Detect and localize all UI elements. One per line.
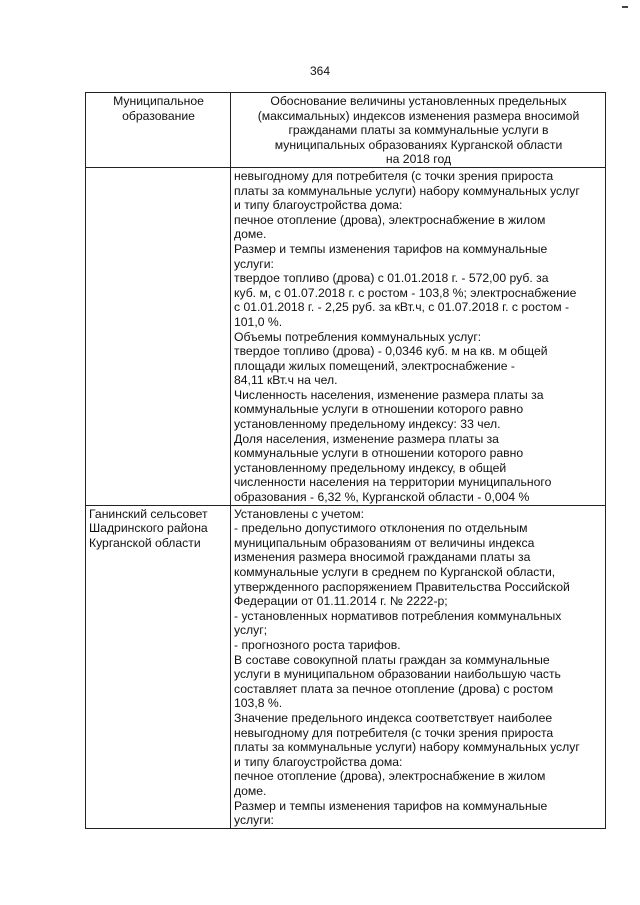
text-line: Значение предельного индекса соответствует наиболее: [234, 710, 553, 725]
text-line: составляет плата за печное отопление (дрова) с ростом: [234, 681, 554, 696]
text-line: установленному предельному индексу, в общей: [234, 460, 507, 475]
text-line: куб. м, с 01.07.2018 г. с ростом - 103,8 %; электроснабжение: [234, 285, 577, 300]
text-line: 101,0 %.: [234, 314, 283, 329]
text-line: невыгодному для потребителя (с точки зрения прироста: [234, 725, 554, 740]
text-line: услуги в муниципальном образовании наибольшую часть: [234, 667, 561, 682]
text-line: установленному предельному индексу: 33 чел.: [234, 417, 501, 432]
text-line: Курганской области: [89, 535, 201, 550]
text-line: доме.: [234, 227, 267, 242]
text-line: платы за коммунальные услуги) набору коммунальных услуг: [234, 183, 580, 198]
text-line: Размер и темпы изменения тарифов на коммунальные: [234, 241, 548, 256]
text-line: печное отопление (дрова), электроснабжение в жилом: [234, 769, 546, 784]
text-line: Федерации от 01.11.2014 г. № 2222-р;: [234, 594, 448, 609]
text-line: изменения размера вносимой гражданами платы за: [234, 550, 531, 565]
text-line: Численность населения, изменение размера платы за: [234, 387, 544, 402]
text-line: коммунальные услуги в среднем по Курганской области,: [234, 565, 556, 579]
text-line: Шадринского района: [89, 521, 208, 536]
text-line: и типу благоустройства дома:: [234, 754, 403, 769]
text-line: услуг;: [234, 623, 268, 638]
text-line: твердое топливо (дрова) с 01.01.2018 г. - 572,00 руб. за: [234, 271, 549, 286]
text-line: - предельно допустимого отклонения по отдельным: [234, 521, 528, 536]
header-text: муниципальных образованиях Курганской области: [274, 137, 563, 152]
text-line: 103,8 %.: [234, 696, 283, 711]
header-text: на 2018 год: [385, 152, 452, 167]
header-text: образование: [122, 108, 195, 123]
header-municipality: [86, 93, 231, 168]
text-line: Размер и темпы изменения тарифов на коммунальные: [234, 798, 548, 813]
text-line: и типу благоустройства дома:: [234, 198, 403, 213]
header-text: Муниципальное: [113, 94, 204, 108]
text-line: доме.: [234, 783, 267, 798]
table-row: [86, 167, 606, 505]
header-text: Обоснование величины установленных предельных: [270, 94, 567, 108]
text-line: образования - 6,32 %, Курганской области - 0,004 %: [234, 490, 530, 505]
text-line: площади жилых помещений, электроснабжение -: [234, 358, 515, 373]
text-line: платы за коммунальные услуги) набору коммунальных услуг: [234, 740, 580, 755]
municipality-cell: [86, 167, 231, 505]
justification-cell: [231, 167, 606, 505]
text-line: утвержденного распоряжением Правительства Российской: [234, 579, 570, 594]
text-line: коммунальные услуги в отношении которого равно: [234, 402, 524, 417]
page-number: 364: [309, 64, 331, 78]
header-justification: [231, 93, 606, 168]
text-line: услуги:: [234, 813, 274, 828]
text-line: муниципальным образованиям от величины индекса: [234, 535, 535, 550]
municipality-cell: [86, 505, 231, 828]
text-line: В составе совокупной платы граждан за коммунальные: [234, 652, 550, 667]
text-line: коммунальные услуги в отношении которого равно: [234, 446, 524, 461]
text-line: с 01.01.2018 г. - 2,25 руб. за кВт.ч, с 01.07.2018 г. с ростом -: [234, 300, 570, 315]
text-line: печное отопление (дрова), электроснабжение в жилом: [234, 212, 546, 227]
text-line: услуги:: [234, 256, 274, 271]
header-text: (максимальных) индексов изменения размера вносимой: [257, 108, 580, 123]
text-line: невыгодному для потребителя (с точки зрения прироста: [234, 168, 554, 183]
text-line: Установлены с учетом:: [234, 506, 364, 521]
text-line: Объемы потребления коммунальных услуг:: [234, 329, 482, 344]
text-line: - установленных нормативов потребления коммунальных: [234, 608, 562, 623]
text-line: 84,11 кВт.ч на чел.: [234, 373, 338, 388]
table-header-row: [86, 93, 606, 168]
header-text: гражданами платы за коммунальные услуги в: [288, 123, 549, 138]
corner-mark: [622, 6, 628, 8]
tariff-justification-table: [85, 92, 606, 829]
text-line: - прогнозного роста тарифов.: [234, 637, 401, 652]
table-row: [86, 505, 606, 828]
text-line: Ганинский сельсовет: [89, 506, 208, 521]
text-line: Доля населения, изменение размера платы за: [234, 431, 499, 446]
text-line: численности населения на территории муниципального: [234, 475, 552, 490]
text-line: твердое топливо (дрова) - 0,0346 куб. м на кв. м общей: [234, 344, 548, 359]
justification-cell: [231, 505, 606, 828]
